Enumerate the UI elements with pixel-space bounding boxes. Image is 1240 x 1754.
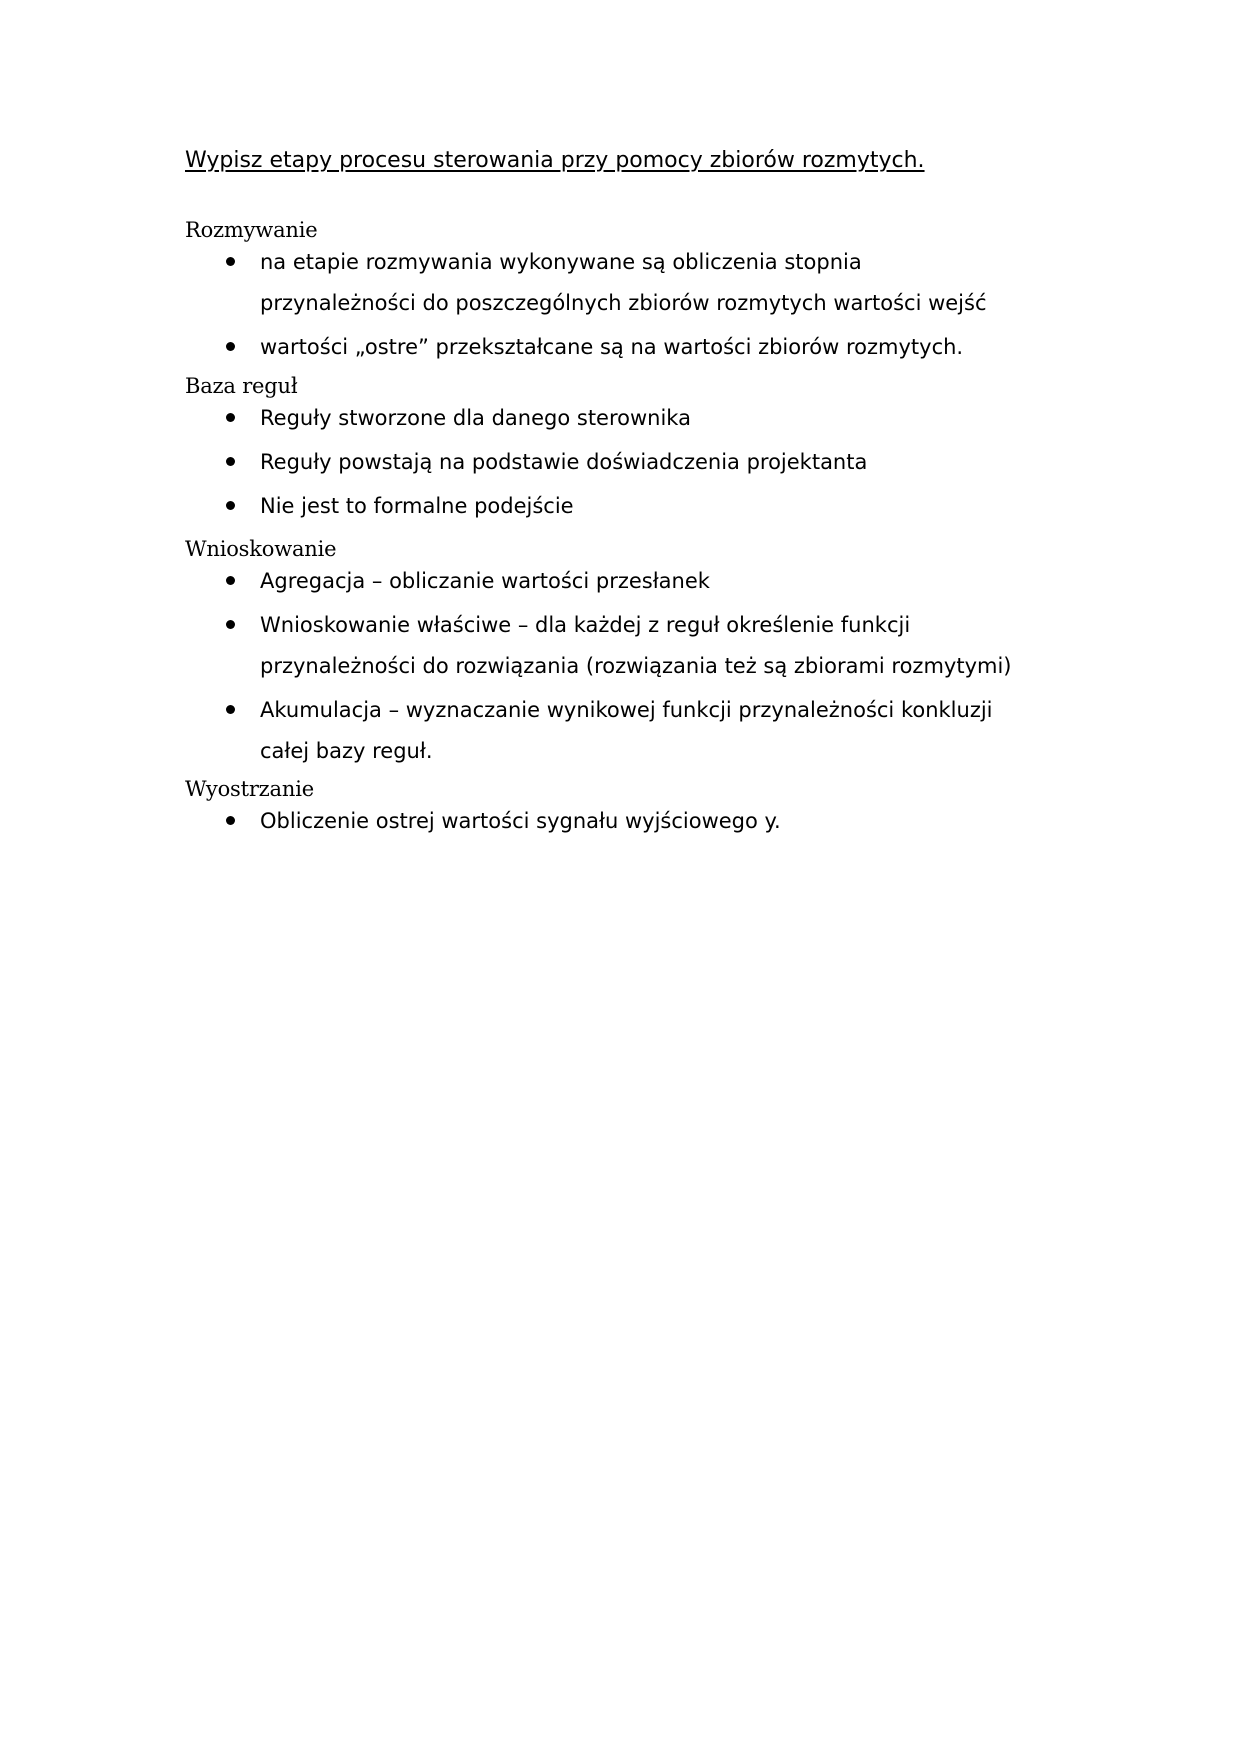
bullet-icon [226,457,235,466]
list-item-text: Wnioskowanie właściwe – dla każdej z reguł określenie funkcji [260,613,911,637]
list-item-text: Akumulacja – wyznaczanie wynikowej funkcji przynależności konkluzji [260,698,993,722]
bullet-list [185,398,1085,527]
bullet-list [185,242,1085,368]
list-item [185,690,1085,772]
list-item [185,398,1085,439]
list-item [185,442,1085,483]
list-item [185,486,1085,527]
section-heading: Baza reguł [185,374,298,398]
list-item-text: na etapie rozmywania wykonywane są obliczenia stopnia [260,250,862,274]
list-item-text: Nie jest to formalne podejście [260,494,574,518]
list-item-text: wartości „ostre” przekształcane są na wartości zbiorów rozmytych. [260,335,964,359]
section-baza-regul [185,374,1085,530]
bullet-list [185,801,1085,842]
bullet-icon [226,816,235,825]
list-item-text: przynależności do rozwiązania (rozwiązania też są zbiorami rozmytymi) [260,654,1012,678]
list-item [185,605,1085,687]
list-item [185,801,1085,842]
bullet-icon [226,620,235,629]
list-item-text: Reguły powstają na podstawie doświadczenia projektanta [260,450,868,474]
list-item [185,327,1085,368]
list-item-text: przynależności do poszczególnych zbiorów rozmytych wartości wejść [260,291,987,315]
list-item [185,561,1085,602]
bullet-icon [226,705,235,714]
section-heading: Wnioskowanie [185,537,337,561]
section-heading: Rozmywanie [185,218,318,242]
bullet-icon [226,257,235,266]
bullet-icon [226,413,235,422]
list-item-text: całej bazy reguł. [260,739,433,763]
list-item-text: Reguły stworzone dla danego sterownika [260,406,691,430]
bullet-list [185,561,1085,772]
page-title: Wypisz etapy procesu sterowania przy pomocy zbiorów rozmytych. [185,148,925,173]
section-rozmywanie [185,218,1085,371]
list-item-text: Agregacja – obliczanie wartości przesłanek [260,569,710,593]
section-wnioskowanie [185,537,1085,775]
section-wyostrzanie [185,777,1085,845]
list-item [185,242,1085,324]
section-heading: Wyostrzanie [185,777,314,801]
bullet-icon [226,501,235,510]
bullet-icon [226,342,235,351]
bullet-icon [226,576,235,585]
list-item-text: Obliczenie ostrej wartości sygnału wyjściowego y. [260,809,781,833]
